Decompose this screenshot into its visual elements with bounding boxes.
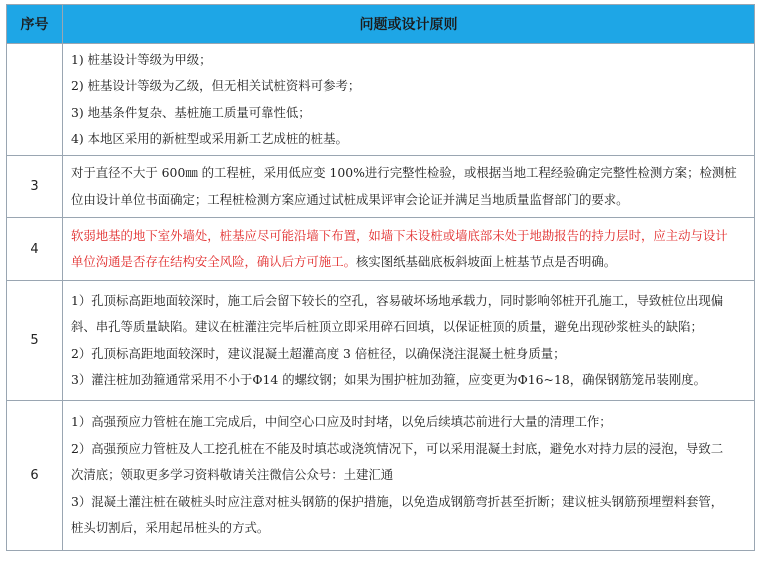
row-number <box>7 44 63 156</box>
row-number: 5 <box>7 281 63 401</box>
content-line: 3) 地基条件复杂、基桩施工质量可靠性低； <box>71 104 311 120</box>
header-principle: 问题或设计原则 <box>63 5 755 44</box>
row-content <box>63 281 755 401</box>
content-line: 位由设计单位书面确定；工程桩检测方案应通过试桩成果评审会论证并满足当地质量监督部门的要求。 <box>71 191 629 207</box>
content-line: 次清底；领取更多学习资料敬请关注微信公众号：土建汇通 <box>71 467 394 483</box>
content-line: 1）高强预应力管桩在施工完成后，中间空心口应及时封堵，以免后续填芯前进行大量的清理工作； <box>71 414 612 430</box>
table-row <box>7 156 755 218</box>
warning-line: 软弱地基的地下室外墙处，桩基应尽可能沿墙下布置，如墙下未设桩或墙底部未处于地勘报告的持力层时，应主动与设计 <box>71 227 728 243</box>
table-row <box>7 218 755 281</box>
content-line: 2）孔顶标高距地面较深时，建议混凝土超灌高度 3 倍桩径，以确保浇注混凝土桩身质量； <box>71 345 566 361</box>
row-content <box>63 44 755 156</box>
row-number: 6 <box>7 401 63 551</box>
content-line: 1) 桩基设计等级为甲级； <box>71 51 212 67</box>
content-line: 桩头切割后，采用起吊桩头的方式。 <box>71 520 270 536</box>
row-content <box>63 401 755 551</box>
warning-text: 单位沟通是否存在结构安全风险，确认后方可施工。 <box>71 254 356 269</box>
row-number: 3 <box>7 156 63 218</box>
content-line: 3）灌注桩加劲箍通常采用不小于Φ14 的螺纹钢；如果为围护桩加劲箍，应变更为Φ16~18，确保钢筋笼吊装刚度。 <box>71 372 707 387</box>
design-principles-table <box>6 4 755 551</box>
note-text: 核实图纸基础底板斜坡面上桩基节点是否明确。 <box>355 254 617 269</box>
header-number: 序号 <box>7 5 63 44</box>
content-line <box>71 249 746 276</box>
content-line: 3）混凝土灌注桩在破桩头时应注意对桩头钢筋的保护措施，以免造成钢筋弯折甚至折断；建议桩头钢筋预埋塑料套管， <box>71 493 724 509</box>
content-line: 4) 本地区采用的新桩型或采用新工艺成桩的桩基。 <box>71 131 348 146</box>
table-row <box>7 281 755 401</box>
row-number: 4 <box>7 218 63 281</box>
row-content <box>63 218 755 281</box>
content-line: 2）高强预应力管桩及人工挖孔桩在不能及时填芯或浇筑情况下，可以采用混凝土封底，避免水对持力层的浸泡，导致二 <box>71 440 724 456</box>
content-line: 2) 桩基设计等级为乙级，但无相关试桩资料可参考； <box>71 78 361 93</box>
content-line: 1）孔顶标高距地面较深时，施工后会留下较长的空孔，容易破坏场地承载力，同时影响邻桩开孔施工，导致桩位出现偏 <box>71 292 724 308</box>
table-header-row <box>7 5 755 44</box>
table-row <box>7 44 755 156</box>
table-row <box>7 401 755 551</box>
row-content <box>63 156 755 218</box>
content-line: 对于直径不大于 600㎜ 的工程桩，采用低应变 100%进行完整性检验，或根据当地工程经验确定完整性检测方案；检测桩 <box>71 165 737 180</box>
content-line: 斜、串孔等质量缺陷。建议在桩灌注完毕后桩顶立即采用碎石回填，以保证桩顶的质量，避免出现砂浆桩头的缺陷； <box>71 319 703 334</box>
